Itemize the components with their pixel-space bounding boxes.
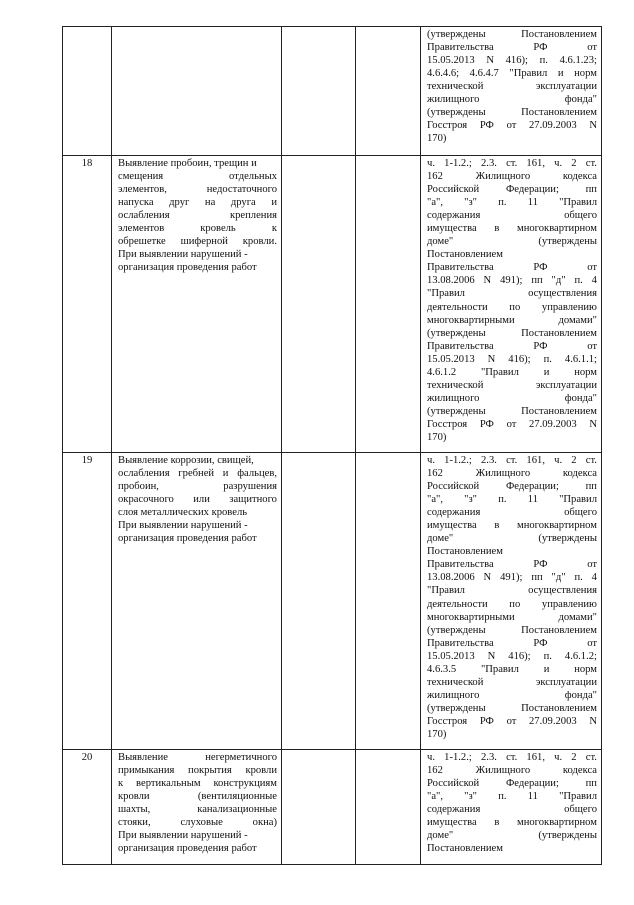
text-line: доме" (утверждены — [427, 533, 597, 545]
text-line: ч. 1-1.2.; 2.3. ст. 161, ч. 2 ст. — [427, 158, 597, 169]
text-line: многоквартирными домами" — [427, 611, 597, 623]
empty-cell — [282, 156, 356, 453]
text-line: примыкания покрытия кровли — [118, 765, 277, 777]
work-description-cell — [112, 27, 282, 156]
text-line: содержания общего — [427, 804, 597, 816]
text-line: Российской Федерации; пп — [427, 778, 597, 790]
text-line: 170) — [427, 728, 447, 740]
text-line: 4.6.1.2 "Правил и норм — [427, 366, 597, 378]
legal-reference-cell — [421, 156, 602, 453]
text-line: 15.05.2013 N 416); п. 4.6.1.1; — [427, 353, 597, 365]
text-line: жилищного фонда" — [427, 689, 597, 701]
text-line: к вертикальным конструкциям — [118, 778, 277, 790]
work-description-cell — [112, 750, 282, 865]
text-line: Правительства РФ от — [427, 262, 597, 274]
empty-cell — [356, 27, 421, 156]
text-line: (утверждены Постановлением — [427, 327, 597, 339]
text-line: 13.08.2006 N 491); пп "д" п. 4 — [427, 572, 597, 584]
text-line: Правительства РФ от — [427, 559, 597, 571]
row-number-cell — [63, 453, 112, 750]
row-number — [63, 27, 111, 28]
text-line: жилищного фонда" — [427, 392, 597, 404]
row-number-cell — [63, 156, 112, 453]
text-line: деятельности по управлению — [427, 301, 597, 313]
text-line: ослабления крепления — [118, 210, 277, 222]
text-line: "Правил осуществления — [427, 585, 597, 597]
text-line: технической эксплуатации — [427, 379, 597, 391]
text-line: организация проведения работ — [118, 843, 257, 855]
text-line: обрешетке шиферной кровли. — [118, 236, 277, 248]
row-number-cell — [63, 27, 112, 156]
work-description — [112, 453, 281, 545]
empty-cell — [356, 750, 421, 865]
legal-reference — [421, 156, 601, 444]
text-line: жилищного фонда" — [427, 94, 597, 106]
text-line: шахты, канализационные — [118, 804, 277, 816]
text-line: 13.08.2006 N 491); пп "д" п. 4 — [427, 275, 597, 287]
text-line: содержания общего — [427, 210, 597, 222]
text-line: многоквартирными домами" — [427, 314, 597, 326]
text-line: 4.6.4.6; 4.6.4.7 "Правил и норм — [427, 68, 597, 80]
text-line: доме" (утверждены — [427, 830, 597, 842]
text-line: Выявление пробоин, трещин и — [118, 158, 257, 169]
text-line: смещения отдельных — [118, 171, 277, 183]
text-line: Постановлением — [427, 249, 503, 261]
text-line: слоя металлических кровель — [118, 507, 248, 519]
text-line: Правительства РФ от — [427, 42, 597, 54]
legal-reference — [421, 750, 601, 855]
requirements-table — [62, 26, 602, 865]
text-line: Постановлением — [427, 843, 503, 855]
text-line: Российской Федерации; пп — [427, 481, 597, 493]
empty-cell — [356, 453, 421, 750]
text-line: 15.05.2013 N 416); п. 4.6.1.23; — [427, 55, 597, 67]
empty-cell — [282, 750, 356, 865]
work-description — [112, 750, 281, 855]
legal-reference-cell — [421, 453, 602, 750]
text-line: Госстроя РФ от 27.09.2003 N — [427, 120, 597, 132]
legal-reference — [421, 27, 601, 145]
text-line: (утверждены Постановлением — [427, 624, 597, 636]
text-line: ч. 1-1.2.; 2.3. ст. 161, ч. 2 ст. — [427, 752, 597, 763]
text-line: элементов, недостаточного — [118, 184, 277, 196]
text-line: "а", "з" п. 11 "Правил — [427, 791, 597, 803]
row-number: 19 — [81, 455, 93, 466]
text-line: Правительства РФ от — [427, 340, 597, 352]
text-line: Госстроя РФ от 27.09.2003 N — [427, 715, 597, 727]
text-line: технической эксплуатации — [427, 676, 597, 688]
text-line: Выявление коррозии, свищей, — [118, 455, 254, 466]
text-line: элементов кровель к — [118, 223, 277, 235]
text-line: организация проведения работ — [118, 262, 257, 274]
row-number-cell — [63, 750, 112, 865]
text-line: 162 Жилищного кодекса — [427, 765, 597, 777]
row-number: 18 — [81, 158, 93, 169]
text-line: "а", "з" п. 11 "Правил — [427, 197, 597, 209]
empty-cell — [356, 156, 421, 453]
empty-cell — [282, 453, 356, 750]
table-row — [63, 453, 602, 750]
text-line: При выявлении нарушений - — [118, 520, 248, 532]
text-line: организация проведения работ — [118, 533, 257, 545]
work-description-cell — [112, 453, 282, 750]
empty-cell — [282, 27, 356, 156]
text-line: ослабления гребней и фальцев, — [118, 468, 277, 480]
text-line: технической эксплуатации — [427, 81, 597, 93]
work-description — [112, 156, 281, 274]
text-line: (утверждены Постановлением — [427, 107, 597, 119]
text-line: 162 Жилищного кодекса — [427, 468, 597, 480]
text-line: доме" (утверждены — [427, 236, 597, 248]
text-line: 170) — [427, 431, 447, 443]
text-line: (утверждены Постановлением — [427, 702, 597, 714]
text-line: (утверждены Постановлением — [427, 29, 597, 40]
text-line: деятельности по управлению — [427, 598, 597, 610]
legal-reference-cell — [421, 27, 602, 156]
text-line: "Правил осуществления — [427, 288, 597, 300]
work-description-cell — [112, 156, 282, 453]
text-line: пробоин, разрушения — [118, 481, 277, 493]
legal-reference — [421, 453, 601, 741]
text-line: 15.05.2013 N 416); п. 4.6.1.2; — [427, 650, 597, 662]
text-line: При выявлении нарушений - — [118, 830, 248, 842]
text-line: стояки, слуховые окна) — [118, 817, 277, 829]
text-line: ч. 1-1.2.; 2.3. ст. 161, ч. 2 ст. — [427, 455, 597, 466]
text-line: Правительства РФ от — [427, 637, 597, 649]
text-line: Российской Федерации; пп — [427, 184, 597, 196]
text-line: Постановлением — [427, 546, 503, 558]
table-row — [63, 27, 602, 156]
work-description — [112, 27, 281, 28]
text-line: (утверждены Постановлением — [427, 405, 597, 417]
text-line: окрасочного или защитного — [118, 494, 277, 506]
text-line: имущества в многоквартирном — [427, 223, 597, 235]
text-line: 162 Жилищного кодекса — [427, 171, 597, 183]
text-line: 4.6.3.5 "Правил и норм — [427, 663, 597, 675]
text-line: "а", "з" п. 11 "Правил — [427, 494, 597, 506]
text-line: содержания общего — [427, 507, 597, 519]
table-body — [63, 27, 602, 865]
table-row — [63, 156, 602, 453]
text-line: имущества в многоквартирном — [427, 817, 597, 829]
legal-reference-cell — [421, 750, 602, 865]
text-line: Госстроя РФ от 27.09.2003 N — [427, 418, 597, 430]
text-line: кровли (вентиляционные — [118, 791, 277, 803]
text-line: имущества в многоквартирном — [427, 520, 597, 532]
text-line: 170) — [427, 133, 447, 145]
text-line: напуска друг на друга и — [118, 197, 277, 209]
table-row — [63, 750, 602, 865]
text-line: При выявлении нарушений - — [118, 249, 248, 261]
row-number: 20 — [81, 752, 93, 763]
text-line: Выявление негерметичного — [118, 752, 277, 763]
